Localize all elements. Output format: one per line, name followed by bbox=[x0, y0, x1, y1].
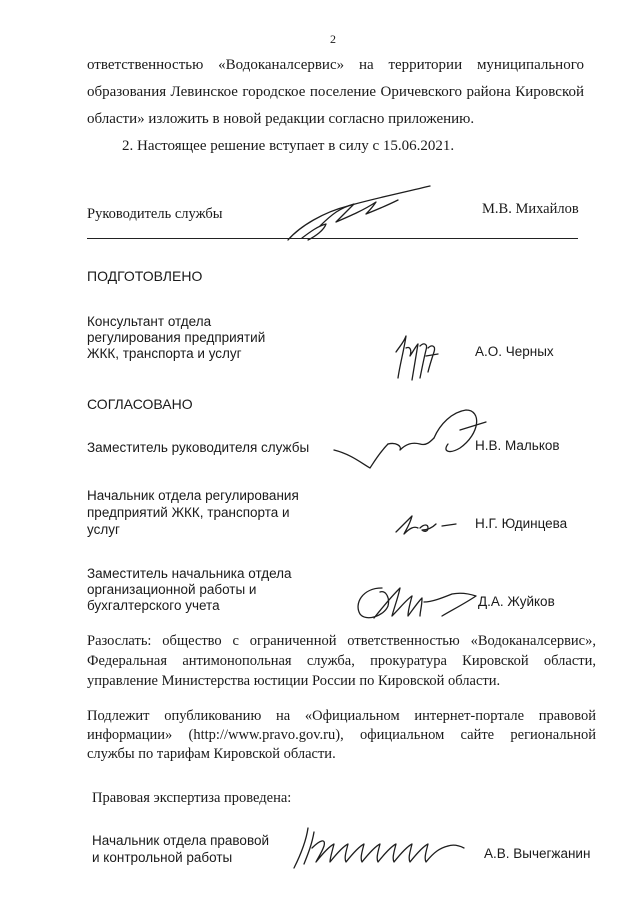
signature-separator-line bbox=[87, 238, 578, 239]
head-signature-image bbox=[280, 182, 440, 242]
agreed-signer-2-role-line-2: предприятий ЖКК, транспорта и bbox=[87, 505, 290, 520]
body-line-2: образования Левинское городское поселение Оричевского района Кировской bbox=[87, 84, 584, 100]
agreed-signer-2-role-line-1: Начальник отдела регулирования bbox=[87, 488, 299, 503]
distribution-line-2: Федеральная антимонопольная служба, прокуратура Кировской области, bbox=[87, 653, 596, 669]
distribution-line-3: управление Министерства юстиции России по Кировской области. bbox=[87, 673, 501, 689]
legal-review-role-line-1: Начальник отдела правовой bbox=[92, 833, 270, 848]
head-name: М.В. Михайлов bbox=[482, 201, 579, 217]
legal-review-name: А.В. Вычегжанин bbox=[484, 846, 591, 861]
agreed-signer-3-name: Д.А. Жуйков bbox=[478, 594, 555, 609]
agreed-signer-3-role-line-2: организационной работы и bbox=[87, 582, 257, 597]
agreed-signer-3-role-line-1: Заместитель начальника отдела bbox=[87, 566, 292, 581]
publication-line-1: Подлежит опубликованию на «Официальном интернет-портале правовой bbox=[87, 708, 596, 724]
agreed-signer-2-name: Н.Г. Юдинцева bbox=[475, 516, 568, 531]
agreed-heading: СОГЛАСОВАНО bbox=[87, 396, 193, 412]
prepared-signature-image bbox=[390, 328, 450, 383]
prepared-role-line-3: ЖКК, транспорта и услуг bbox=[87, 346, 242, 361]
body-item-2: 2. Настоящее решение вступает в силу с 15.06.2021. bbox=[122, 138, 455, 154]
distribution-line-1: Разослать: общество с ограниченной ответственностью «Водоканалсервис», bbox=[87, 633, 596, 649]
prepared-heading: ПОДГОТОВЛЕНО bbox=[87, 268, 203, 284]
legal-review-signature-image bbox=[288, 822, 473, 872]
publication-line-3: службы по тарифам Кировской области. bbox=[87, 746, 336, 762]
prepared-role-line-2: регулирования предприятий bbox=[87, 330, 266, 345]
agreed-signer-3-role-line-3: бухгалтерского учета bbox=[87, 598, 220, 613]
body-line-1: ответственностью «Водоканалсервис» на территории муниципального bbox=[87, 57, 584, 73]
body-line-3: области» изложить в новой редакции согласно приложению. bbox=[87, 111, 475, 127]
agreed-signer-1-name: Н.В. Мальков bbox=[475, 438, 560, 453]
agreed-signer-1-signature-image bbox=[330, 404, 490, 474]
agreed-signer-3-signature-image bbox=[352, 580, 482, 625]
publication-line-2: информации» (http://www.pravo.gov.ru), официальном сайте региональной bbox=[87, 727, 596, 743]
page-number: 2 bbox=[330, 32, 336, 46]
legal-review-text: Правовая экспертиза проведена: bbox=[92, 790, 292, 806]
agreed-signer-2-role-line-3: услуг bbox=[87, 522, 120, 537]
agreed-signer-2-signature-image bbox=[392, 510, 462, 540]
prepared-role-line-1: Консультант отдела bbox=[87, 314, 212, 329]
head-role: Руководитель службы bbox=[87, 206, 223, 222]
agreed-signer-1-role: Заместитель руководителя службы bbox=[87, 440, 310, 455]
prepared-name: А.О. Черных bbox=[475, 344, 554, 359]
legal-review-role-line-2: и контрольной работы bbox=[92, 850, 233, 865]
